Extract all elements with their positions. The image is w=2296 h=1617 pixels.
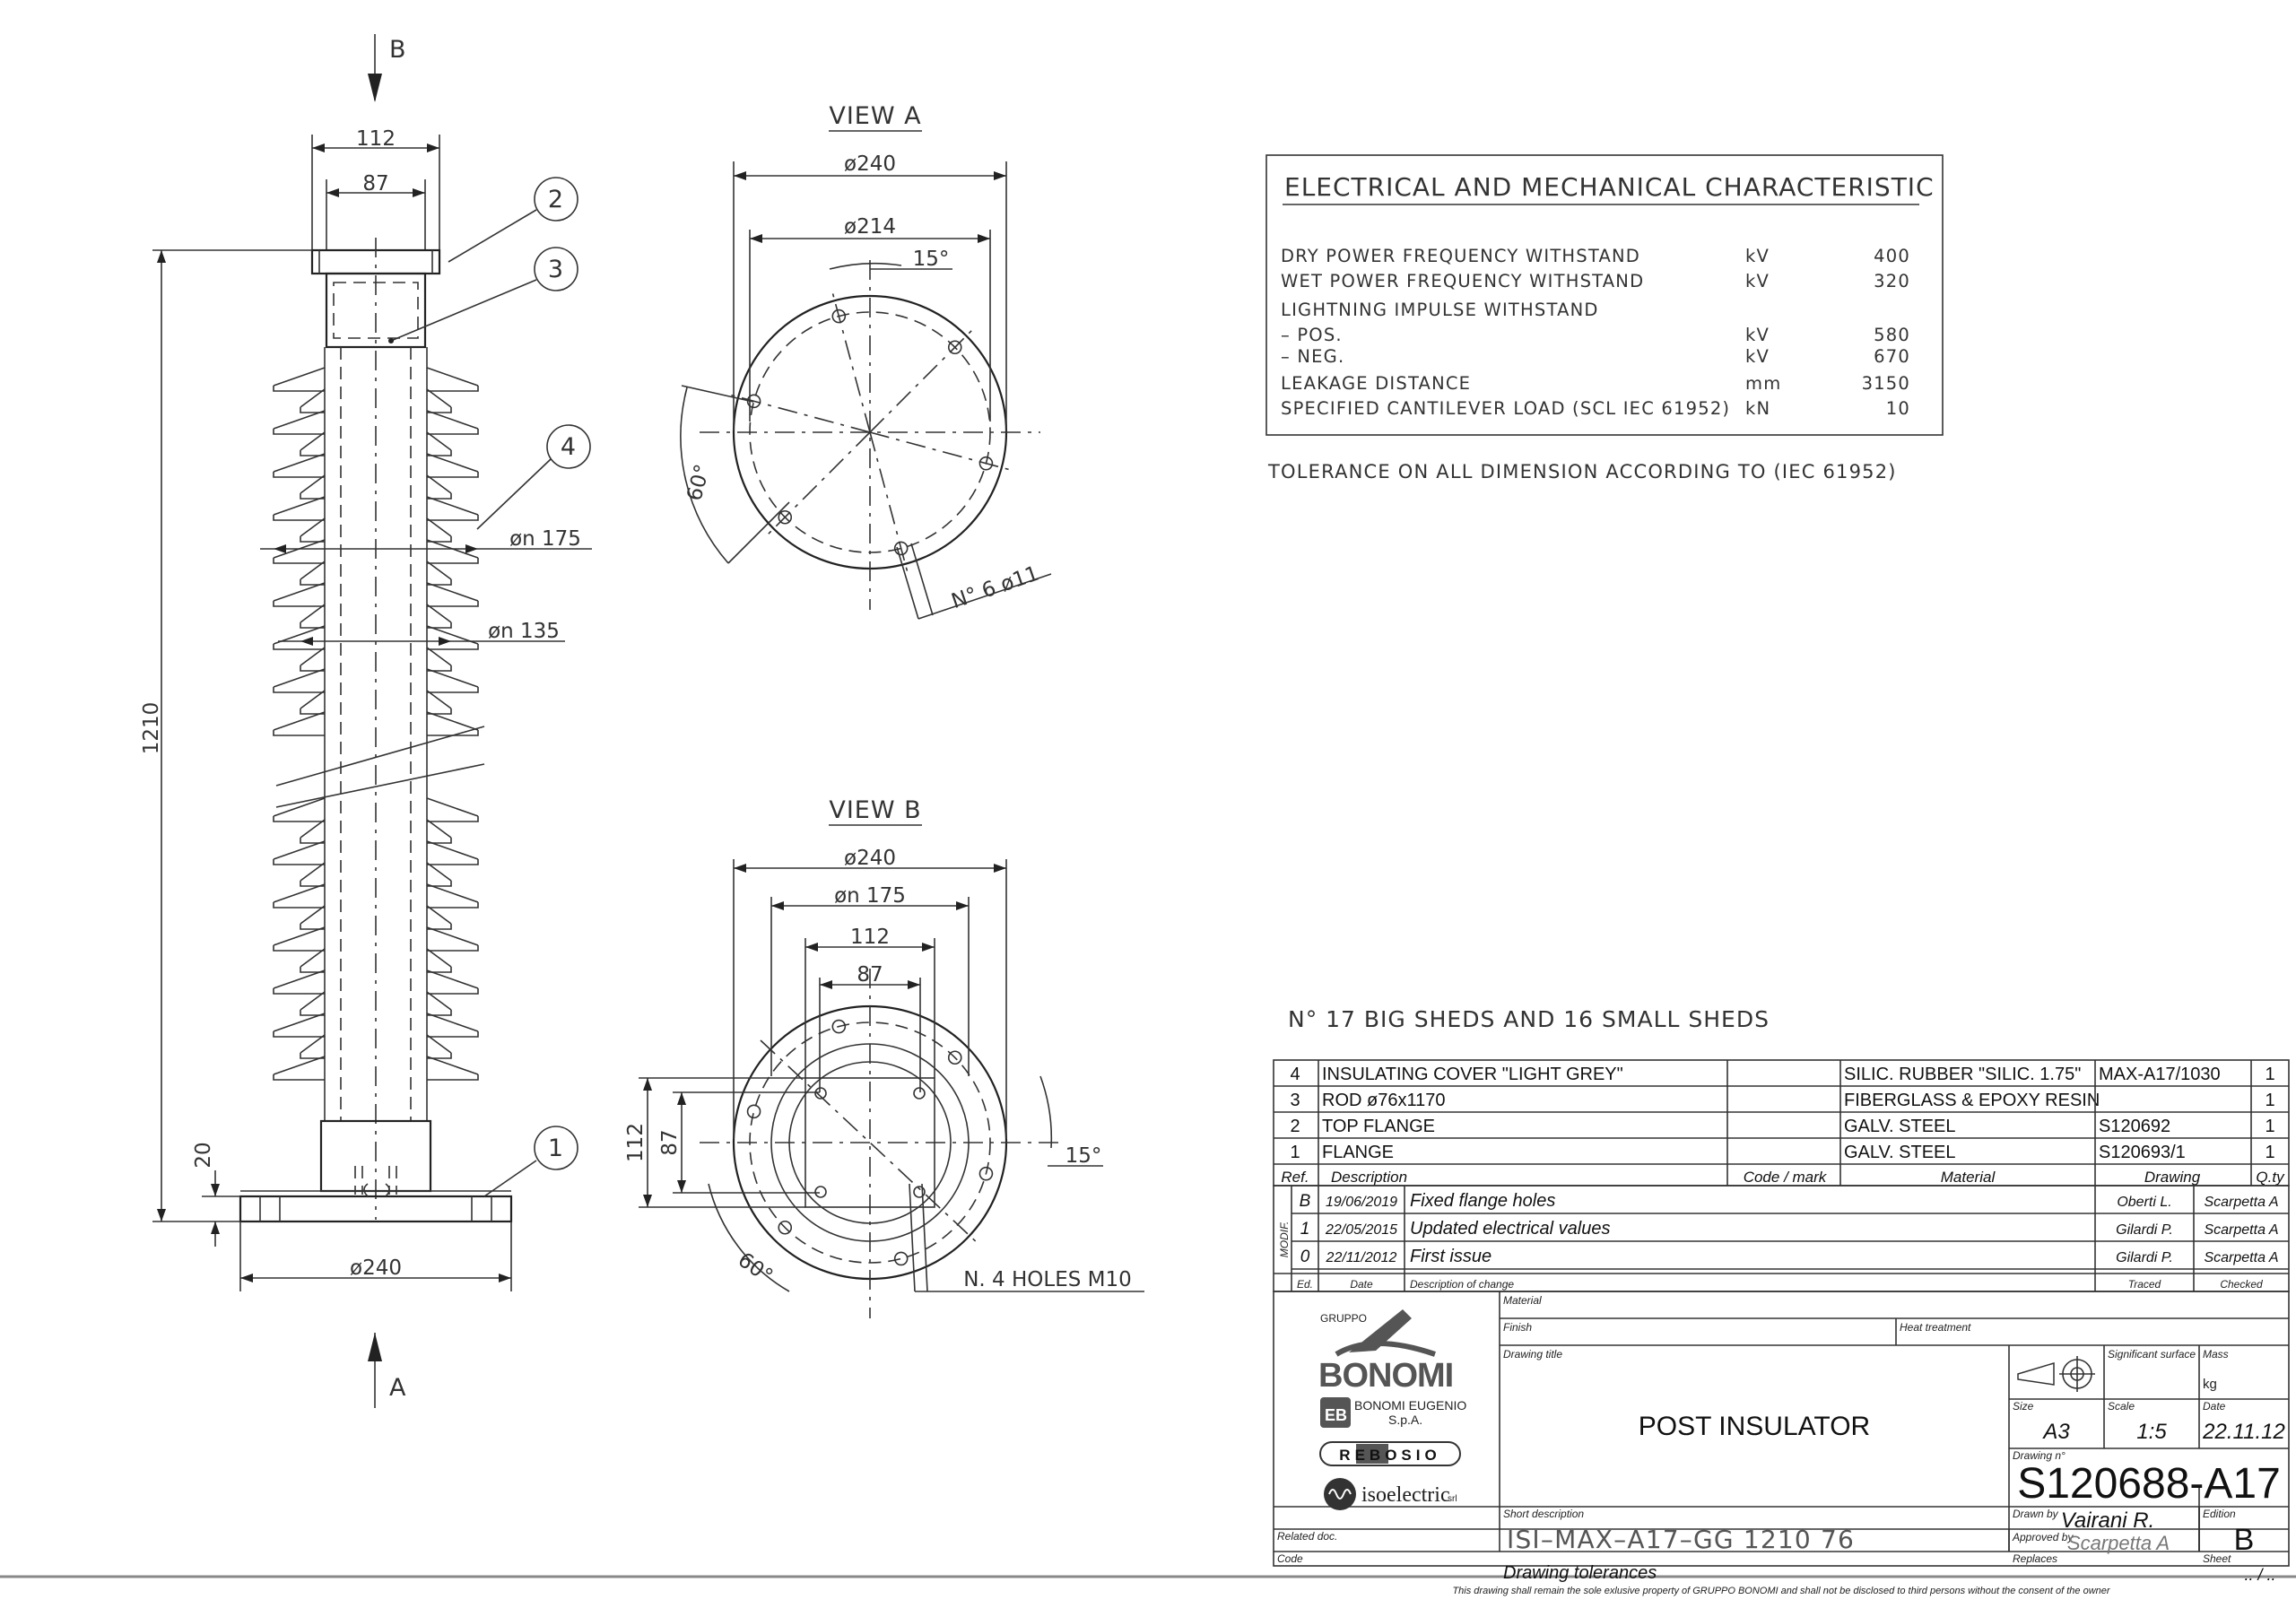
bom-cell: 3 <box>1290 1091 1300 1110</box>
svg-text:BONOMI EUGENIO: BONOMI EUGENIO <box>1354 1398 1467 1413</box>
revision-cell: Oberti L. <box>2117 1195 2172 1210</box>
char-unit: kV <box>1745 271 1770 291</box>
va-dim-holes: N° 6 ø11 <box>948 561 1042 614</box>
isoelectric-logo <box>1324 1478 1457 1510</box>
bom-cell: TOP FLANGE <box>1322 1117 1435 1136</box>
dim-base-240: ø240 <box>350 1256 402 1280</box>
revision-cell: 1 <box>1300 1220 1310 1239</box>
edition-value: B <box>2233 1523 2255 1557</box>
bom-header-drawing: Drawing <box>2144 1169 2201 1186</box>
balloon-4 <box>477 425 590 529</box>
char-unit: mm <box>1745 373 1782 394</box>
bom-header-code: Code / mark <box>1743 1169 1827 1186</box>
view-a <box>681 102 1051 619</box>
m10-hole <box>914 1088 925 1099</box>
label-drawn-by: Drawn by <box>2013 1508 2058 1520</box>
char-unit: kV <box>1745 246 1770 266</box>
dim-87: 87 <box>362 172 389 196</box>
rev-header-checked: Checked <box>2220 1278 2263 1291</box>
char-unit: kV <box>1745 346 1770 367</box>
label-short-desc: Short description <box>1503 1508 1585 1520</box>
view-a-label: VIEW A <box>829 102 922 130</box>
rebosio-logo <box>1320 1442 1460 1465</box>
dim-112: 112 <box>356 127 396 151</box>
char-label: LIGHTNING IMPULSE WITHSTAND <box>1281 300 1599 320</box>
sheet-value: .. / .. <box>2244 1566 2276 1584</box>
label-significant: Significant surface <box>2108 1348 2196 1361</box>
vb-dim-87: 87 <box>857 963 883 987</box>
bom-cell: 4 <box>1290 1065 1300 1084</box>
rev-modif: MODIF. <box>1278 1221 1291 1258</box>
va-dim-214: ø214 <box>844 215 896 239</box>
m10-hole <box>815 1187 826 1197</box>
balloon-1 <box>484 1126 578 1196</box>
drawing-number: S120688-A17 <box>2017 1460 2281 1508</box>
char-label: LEAKAGE DISTANCE <box>1281 373 1472 394</box>
char-value: 3150 <box>1861 373 1910 394</box>
label-related: Related doc. <box>1277 1530 1338 1543</box>
bom-cell: ROD ø76x1170 <box>1322 1091 1446 1110</box>
char-label: DRY POWER FREQUENCY WITHSTAND <box>1281 246 1641 266</box>
char-unit: kV <box>1745 325 1770 345</box>
char-label: SPECIFIED CANTILEVER LOAD (SCL IEC 61952) <box>1281 398 1731 419</box>
bom-header-qty: Q.ty <box>2256 1169 2284 1186</box>
svg-text:BONOMI: BONOMI <box>1318 1357 1454 1395</box>
characteristics-title: ELECTRICAL AND MECHANICAL CHARACTERISTIC <box>1284 172 1935 202</box>
balloon-2 <box>448 178 578 262</box>
bonomi-logo <box>1318 1309 1453 1395</box>
mounting-hole <box>895 1252 908 1265</box>
char-value: 400 <box>1874 246 1910 266</box>
label-scale: Scale <box>2108 1400 2135 1413</box>
svg-text:REBOSIO: REBOSIO <box>1339 1447 1441 1464</box>
revision-cell: Scarpetta A <box>2204 1195 2279 1210</box>
bom-cell: 1 <box>2265 1065 2275 1084</box>
bom-cell: 1 <box>2265 1117 2275 1136</box>
va-dim-60: 60° <box>683 462 716 504</box>
rev-header-ed: Ed. <box>1296 1278 1314 1291</box>
label-sheet: Sheet <box>2203 1552 2231 1565</box>
arrow-b-label: B <box>389 36 407 64</box>
label-replaces: Replaces <box>2013 1552 2058 1565</box>
bom-cell: 1 <box>2265 1143 2275 1162</box>
vb-dim-112v: 112 <box>624 1123 648 1162</box>
bom-header-ref: Ref. <box>1281 1169 1309 1186</box>
tolerance-note: TOLERANCE ON ALL DIMENSION ACCORDING TO (IEC 61952) <box>1268 461 1897 482</box>
svg-text:1: 1 <box>547 1135 565 1162</box>
bom-cell: 1 <box>2265 1091 2275 1110</box>
dim-phi-135: øn 135 <box>488 620 560 643</box>
bom-cell: 2 <box>1290 1117 1300 1136</box>
revision-cell: Gilardi P. <box>2116 1250 2173 1265</box>
title-block <box>1274 1060 2289 1596</box>
vb-dim-holes: N. 4 HOLES M10 <box>963 1268 1132 1291</box>
revision-cell: First issue <box>1410 1247 1492 1266</box>
balloon-3 <box>388 248 578 343</box>
va-dim-15: 15° <box>912 248 950 271</box>
rev-header-desc: Description of change <box>1410 1278 1515 1291</box>
sheds-note: N° 17 BIG SHEDS AND 16 SMALL SHEDS <box>1288 1006 1770 1032</box>
dim-1210: 1210 <box>140 701 163 755</box>
label-size: Size <box>2013 1400 2034 1413</box>
char-value: 580 <box>1874 325 1910 345</box>
label-material: Material <box>1503 1294 1542 1307</box>
char-label: WET POWER FREQUENCY WITHSTAND <box>1281 271 1645 291</box>
vb-dim-175: øn 175 <box>834 884 906 908</box>
size-value: A3 <box>2043 1420 2070 1444</box>
svg-text:GRUPPO: GRUPPO <box>1320 1312 1368 1325</box>
bom-cell: MAX-A17/1030 <box>2099 1065 2221 1084</box>
svg-text:4: 4 <box>560 433 578 461</box>
svg-text:isoelectric: isoelectric <box>1361 1483 1450 1507</box>
eugenio-logo <box>1320 1397 1466 1428</box>
drawing-title: POST INSULATOR <box>1638 1412 1871 1441</box>
label-drawing-no: Drawing n° <box>2013 1449 2066 1462</box>
label-finish: Finish <box>1503 1321 1533 1334</box>
revision-cell: 22/05/2015 <box>1325 1222 1398 1238</box>
revision-cell: 22/11/2012 <box>1326 1250 1397 1265</box>
scale-value: 1:5 <box>2136 1420 2167 1444</box>
revision-cell: Gilardi P. <box>2116 1222 2173 1238</box>
side-view <box>140 34 592 1408</box>
revision-cell: Updated electrical values <box>1410 1219 1611 1239</box>
characteristics-box <box>1266 155 1943 435</box>
rev-header-date: Date <box>1350 1278 1373 1291</box>
char-label: – POS. <box>1281 325 1343 345</box>
short-desc-value: ISI–MAX–A17–GG 1210 76 <box>1507 1525 1856 1554</box>
projection-symbol-icon <box>2018 1356 2095 1392</box>
drawn-by-value: Vairani R. <box>2060 1508 2155 1533</box>
bom-cell: FLANGE <box>1322 1143 1395 1162</box>
label-date: Date <box>2203 1400 2226 1413</box>
bom-cell: INSULATING COVER "LIGHT GREY" <box>1322 1065 1623 1084</box>
va-dim-240: ø240 <box>844 152 896 176</box>
approved-by-value: Scarpetta A <box>2066 1532 2170 1554</box>
dim-20: 20 <box>192 1142 215 1169</box>
revision-cell: Fixed flange holes <box>1410 1191 1556 1211</box>
bom-cell: GALV. STEEL <box>1844 1117 1956 1136</box>
char-unit: kN <box>1745 398 1771 419</box>
bom-cell: SILIC. RUBBER "SILIC. 1.75" <box>1844 1065 2082 1084</box>
svg-text:srl: srl <box>1448 1494 1457 1504</box>
char-label: – NEG. <box>1281 346 1345 367</box>
label-code: Code <box>1277 1552 1303 1565</box>
svg-text:S.p.A.: S.p.A. <box>1388 1413 1423 1427</box>
svg-text:3: 3 <box>547 256 565 283</box>
vb-dim-60: 60° <box>733 1248 778 1289</box>
vb-dim-240: ø240 <box>844 847 896 870</box>
bom-cell: GALV. STEEL <box>1844 1143 1956 1162</box>
svg-text:2: 2 <box>547 186 565 213</box>
revision-cell: 19/06/2019 <box>1325 1195 1398 1210</box>
view-b <box>624 796 1144 1318</box>
view-b-label: VIEW B <box>829 796 922 824</box>
bom-header-material: Material <box>1940 1169 1996 1186</box>
vb-dim-87v: 87 <box>658 1129 682 1156</box>
label-drawing-title: Drawing title <box>1503 1348 1563 1361</box>
char-value: 670 <box>1874 346 1910 367</box>
revision-cell: 0 <box>1300 1248 1310 1266</box>
bom-cell: 1 <box>1290 1143 1300 1162</box>
revision-cell: Scarpetta A <box>2204 1250 2279 1265</box>
label-mass: Mass <box>2203 1348 2229 1361</box>
label-kg: kg <box>2203 1377 2217 1392</box>
revision-cell: Scarpetta A <box>2204 1222 2279 1238</box>
label-approved-by: Approved by <box>2013 1531 2074 1543</box>
bom-cell: FIBERGLASS & EPOXY RESIN <box>1844 1091 2100 1110</box>
rev-header-traced: Traced <box>2127 1278 2161 1291</box>
revision-cell: B <box>1299 1192 1311 1211</box>
char-value: 10 <box>1885 398 1910 419</box>
date-value: 22.11.12 <box>2203 1420 2285 1444</box>
char-value: 320 <box>1874 271 1910 291</box>
bom-cell: S120692 <box>2099 1117 2171 1136</box>
svg-text:EB: EB <box>1325 1406 1348 1424</box>
arrow-a-label: A <box>389 1374 407 1402</box>
label-edition: Edition <box>2203 1508 2236 1520</box>
dim-phi-175: øn 175 <box>509 527 581 551</box>
vb-dim-112: 112 <box>850 926 890 949</box>
mounting-hole <box>748 1105 761 1117</box>
code-value: Drawing tolerances <box>1503 1563 1657 1583</box>
footer-note: This drawing shall remain the sole exlusive property of GRUPPO BONOMI and shall not be disclosed to third persons without the consent of the owner <box>1452 1586 2110 1596</box>
vb-dim-15: 15° <box>1065 1144 1102 1168</box>
bom-cell: S120693/1 <box>2099 1143 2186 1162</box>
bom-header-desc: Description <box>1331 1169 1408 1186</box>
label-heat: Heat treatment <box>1900 1321 1971 1334</box>
